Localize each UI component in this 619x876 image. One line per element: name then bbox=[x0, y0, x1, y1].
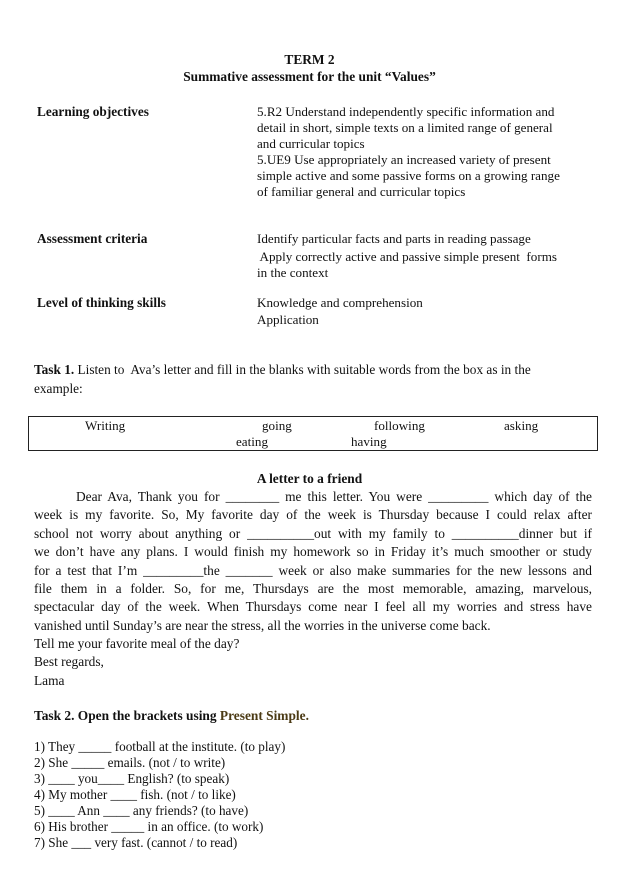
word-box-item: having bbox=[351, 434, 387, 449]
page-title: TERM 2 bbox=[284, 52, 335, 67]
task2-item: 4) My mother ____ fish. (not / to like) bbox=[34, 787, 236, 802]
letter-line: week is my favorite. So, My favorite day of the week is Thursday because I could relax after bbox=[34, 507, 592, 523]
task2-item: 1) They _____ football at the institute. (to play) bbox=[34, 739, 286, 754]
task2-item: 7) She ___ very fast. (cannot / to read) bbox=[34, 835, 238, 850]
letter-line: for a test that I’m _________the _______ week or also make summaries for the new lessons and bbox=[34, 562, 592, 578]
task2-label: Task 2. Open the brackets using bbox=[34, 708, 220, 723]
learning-objectives-label: Learning objectives bbox=[37, 104, 149, 119]
task1-instruction-line2: example: bbox=[34, 381, 83, 396]
thinking-skills-label: Level of thinking skills bbox=[37, 295, 166, 310]
task2-item: 2) She _____ emails. (not / to write) bbox=[34, 755, 226, 770]
thinking-line: Knowledge and comprehension bbox=[257, 295, 423, 310]
assessment-criteria-label: Assessment criteria bbox=[37, 231, 148, 246]
letter-line: school not worry about anything or __________out with my family to __________dinner but if bbox=[34, 525, 592, 541]
objective-line: 5.R2 Understand independently specific information and bbox=[257, 104, 555, 119]
word-box-item: going bbox=[262, 418, 292, 433]
objective-line: 5.UE9 Use appropriately an increased variety of present bbox=[257, 152, 551, 167]
task1-label: Task 1. bbox=[34, 362, 75, 377]
task2-heading bbox=[34, 707, 309, 725]
letter-line: spectacular day of the week. When Thursdays come near I feel all my worries and stress have bbox=[34, 599, 592, 615]
word-box-item: asking bbox=[504, 418, 539, 433]
task2-label-accent: Present Simple. bbox=[219, 708, 309, 723]
word-box-item: Writing bbox=[85, 418, 126, 433]
letter-signature: Lama bbox=[34, 673, 65, 688]
letter-title: A letter to a friend bbox=[256, 471, 363, 486]
letter-regards: Best regards, bbox=[34, 654, 104, 669]
task1-instruction bbox=[34, 360, 584, 398]
letter-closing-question: Tell me your favorite meal of the day? bbox=[34, 636, 240, 651]
objective-line: and curricular topics bbox=[257, 136, 365, 151]
letter-line: Dear Ava, Thank you for ________ me this letter. You were _________ which day of the bbox=[76, 489, 592, 504]
word-box bbox=[28, 416, 598, 451]
letter-line: file them in a folder. So, for me, Thursdays are the most memorable, amazing, marvelous, bbox=[34, 580, 592, 596]
task2-item: 5) ____ Ann ____ any friends? (to have) bbox=[34, 803, 249, 818]
task1-instruction-line1: Listen to Ava’s letter and fill in the blanks with suitable words from the box as in the bbox=[74, 362, 531, 377]
page-subtitle: Summative assessment for the unit “Values” bbox=[183, 69, 436, 84]
criteria-line: Apply correctly active and passive simple present forms bbox=[257, 248, 557, 264]
learning-objectives-text bbox=[257, 104, 602, 200]
thinking-skills-text bbox=[257, 295, 602, 328]
letter-line: we don’t have any plans. I would finish my homework so in Friday it’s much smoother or study bbox=[34, 544, 592, 560]
letter-line: vanished until Sunday’s are near the stress, all the worries in the universe come back. bbox=[34, 617, 491, 633]
objective-line: of familiar general and curricular topics bbox=[257, 184, 466, 199]
word-box-item: eating bbox=[236, 434, 268, 449]
objective-line: detail in short, simple texts on a limited range of general bbox=[257, 120, 553, 135]
letter-body bbox=[34, 488, 592, 635]
task2-item: 6) His brother _____ in an office. (to work) bbox=[34, 819, 264, 834]
criteria-line: Identify particular facts and parts in reading passage bbox=[257, 231, 531, 246]
task2-item: 3) ____ you____ English? (to speak) bbox=[34, 771, 230, 786]
objective-line: simple active and some passive forms on a growing range bbox=[257, 168, 560, 183]
thinking-line: Application bbox=[257, 311, 319, 327]
criteria-line: in the context bbox=[257, 265, 329, 280]
word-box-item: following bbox=[374, 418, 425, 433]
assessment-criteria-text bbox=[257, 231, 602, 282]
